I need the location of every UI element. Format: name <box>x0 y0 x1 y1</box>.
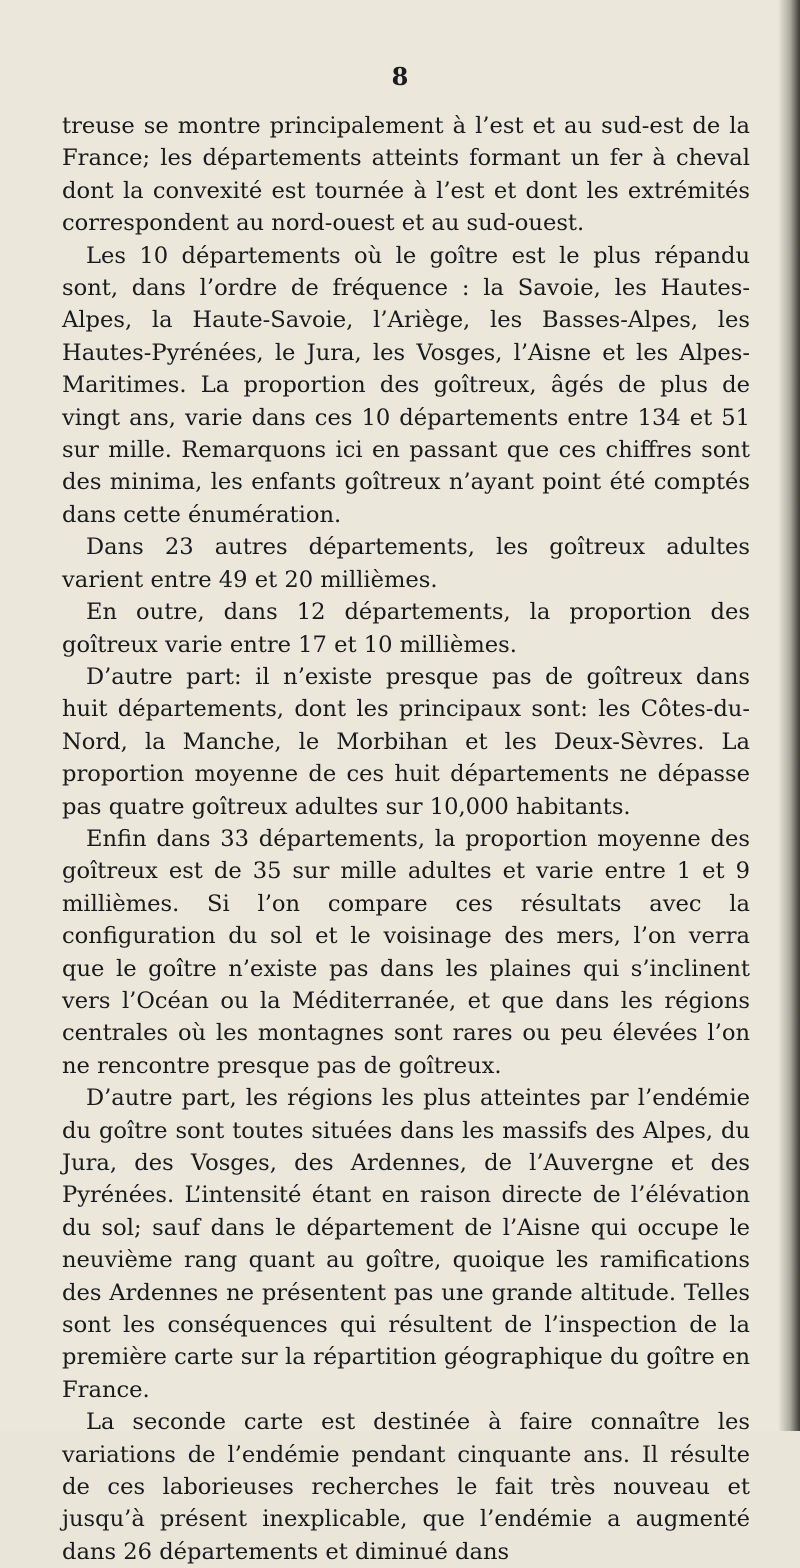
paragraph-continuation: treuse se montre principalement à l’est et au sud-est de la France; les départements atteints formant un fer à cheval dont la convexité est tournée à l’est et dont les extrémités correspondent au nord-ouest et au sud-ouest. <box>62 113 750 237</box>
page-number: 8 <box>391 62 409 91</box>
paragraph-12-departments: En outre, dans 12 départements, la proportion des goîtreux varie entre 17 et 10 millièmes. <box>62 599 750 658</box>
body-text <box>62 110 750 1568</box>
paragraph-regions: D’autre part, les régions les plus atteintes par l’endémie du goître sont toutes situées dans les massifs des Alpes, du Jura, des Vosges, des Ardennes, de l’Auvergne et des Pyrénées. L’intensité étant en raison directe de l’élévation du sol; sauf dans le département de l’Aisne qui occupe le neuvième rang quant au goître, quoique les ramifications des Ardennes ne présentent pas une grande altitude. Telles sont les conséquences qui résultent de l’inspection de la première carte sur la répartition géographique du goître en France. <box>62 1085 750 1403</box>
paragraph-23-departments: Dans 23 autres départements, les goîtreux adultes varient entre 49 et 20 millièmes. <box>62 534 750 593</box>
paragraph-33-departments: Enfin dans 33 départements, la proportion moyenne des goîtreux est de 35 sur mille adultes et varie entre 1 et 9 millièmes. Si l’on compare ces résultats avec la configuration du sol et le voisinage des mers, l’on verra que le goître n’existe pas dans les plaines qui s’inclinent vers l’Océan ou la Méditerranée, et que dans les régions centrales où les montagnes sont rares ou peu élevées l’on ne rencontre presque pas de goîtreux. <box>62 825 750 1079</box>
paragraph-eight-departments: D’autre part: il n’existe presque pas de goîtreux dans huit départements, dont les principaux sont: les Côtes-du-Nord, la Manche, le Morbihan et les Deux-Sèvres. La proportion moyenne de ces huit départements ne dépasse pas quatre goîtreux adultes sur 10,000 habitants. <box>62 663 750 820</box>
page-edge-shadow <box>778 0 800 1431</box>
paragraph-top-departments: Les 10 départements où le goître est le plus répandu sont, dans l’ordre de fréquence : la Savoie, les Hautes-Alpes, la Haute-Savoie, l’Ariège, les Basses-Alpes, les Hautes-Pyrénées, le Jura, les Vosges, l’Aisne et les Alpes-Maritimes. La proportion des goîtreux, âgés de plus de vingt ans, varie dans ces 10 départements entre 134 et 51 sur mille. Remarquons ici en passant que ces chiffres sont des minima, les enfants goîtreux n’ayant point été comptés dans cette énumération. <box>62 242 750 528</box>
paragraph-second-map: La seconde carte est destinée à faire connaître les variations de l’endémie pendant cinquante ans. Il résulte de ces laborieuses recherches le fait très nouveau et jusqu’à présent inexplicable, que l’endémie a augmenté dans 26 départements et diminué dans <box>62 1409 750 1565</box>
